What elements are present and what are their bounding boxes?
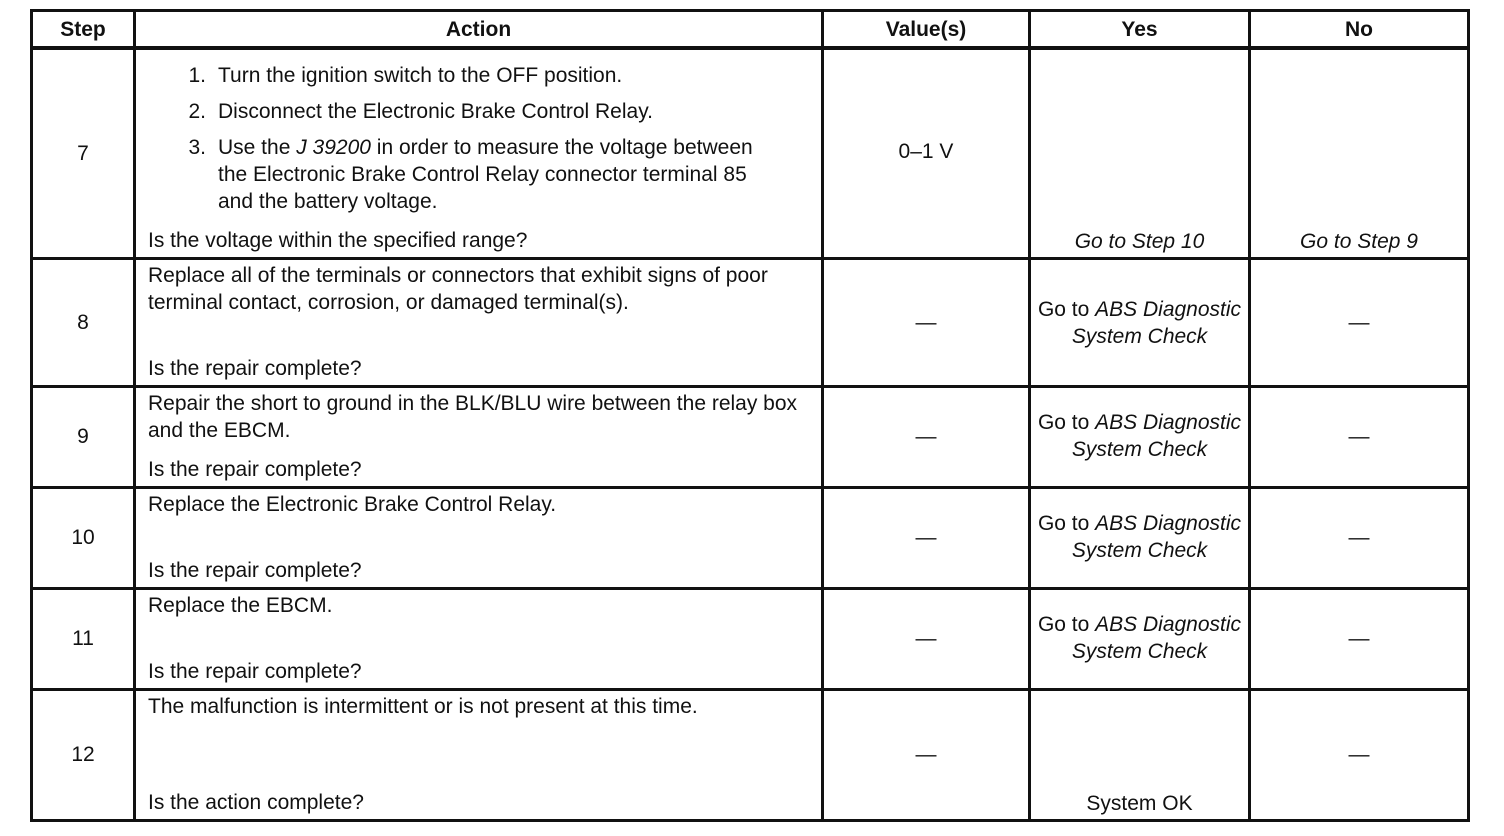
substep-number: 3. — [188, 136, 206, 159]
action-question: Is the repair complete? — [148, 659, 362, 683]
no-cell: — — [1250, 258, 1469, 386]
step-number: 10 — [32, 487, 135, 588]
table-row-step-9 — [32, 386, 1469, 487]
value-cell: — — [823, 258, 1030, 386]
yes-prefix: Go to — [1037, 612, 1096, 636]
header-step: Step — [32, 11, 135, 49]
action-cell — [135, 258, 823, 386]
yes-cell — [1030, 386, 1250, 487]
action-cell — [135, 487, 823, 588]
substep-item — [170, 134, 811, 215]
value-cell: — — [823, 487, 1030, 588]
action-question: Is the repair complete? — [148, 558, 362, 582]
no-cell: — — [1250, 386, 1469, 487]
step-number: 11 — [32, 588, 135, 689]
abs-check-reference: ABS Diagnostic System Check — [1071, 511, 1242, 562]
header-yes: Yes — [1030, 11, 1250, 49]
value-cell: 0–1 V — [823, 48, 1030, 258]
value-cell: — — [823, 588, 1030, 689]
abs-check-reference: ABS Diagnostic System Check — [1071, 298, 1242, 348]
action-cell — [135, 689, 823, 820]
action-cell — [135, 588, 823, 689]
table-row-step-10 — [32, 487, 1469, 588]
action-text: The malfunction is intermittent or is not present at this time. — [148, 694, 698, 718]
header-values: Value(s) — [823, 11, 1030, 49]
action-text: Replace the Electronic Brake Control Relay. — [148, 492, 557, 516]
step-number: 12 — [32, 689, 135, 820]
table-row-step-8 — [32, 258, 1469, 386]
yes-prefix: Go to — [1037, 298, 1096, 321]
table-row-step-11 — [32, 588, 1469, 689]
substep-item — [170, 62, 811, 89]
yes-cell — [1030, 487, 1250, 588]
action-question: Is the repair complete? — [148, 356, 362, 380]
step-number: 7 — [32, 48, 135, 258]
substep-item — [170, 98, 811, 125]
tool-reference: J 39200 — [296, 136, 371, 159]
substep-text-part: Use the — [218, 136, 297, 159]
substep-list — [148, 62, 811, 217]
yes-prefix: Go to — [1037, 410, 1096, 434]
table-row-step-12 — [32, 689, 1469, 820]
diagnostic-table — [30, 9, 1470, 822]
action-text: Replace the EBCM. — [148, 593, 333, 617]
substep-number: 2. — [188, 100, 206, 123]
yes-cell — [1030, 48, 1250, 258]
abs-check-reference: ABS Diagnostic System Check — [1071, 410, 1242, 461]
substep-text — [218, 134, 778, 215]
no-cell — [1250, 48, 1469, 258]
action-cell — [135, 48, 823, 258]
substep-text-part: in order to measure the voltage between the Electronic Brake Control Relay connector terminal 85 and the battery voltage. — [218, 136, 753, 213]
action-text: Repair the short to ground in the BLK/BLU wire between the relay box and the EBCM. — [148, 391, 798, 442]
abs-check-reference: ABS Diagnostic System Check — [1071, 612, 1242, 663]
header-no: No — [1250, 11, 1469, 49]
yes-prefix: Go to — [1037, 511, 1096, 535]
header-row — [32, 11, 1469, 49]
no-cell: — — [1250, 487, 1469, 588]
go-to-step-link: Go to Step 10 — [1074, 229, 1205, 253]
substep-number: 1. — [188, 64, 206, 87]
substep-text: Turn the ignition switch to the OFF position. — [218, 64, 623, 87]
no-cell: — — [1250, 588, 1469, 689]
step-number: 8 — [32, 258, 135, 386]
action-question: Is the repair complete? — [148, 457, 362, 481]
step-number: 9 — [32, 386, 135, 487]
yes-cell — [1030, 258, 1250, 386]
action-text: Replace all of the terminals or connectors that exhibit signs of poor terminal contact, corrosion, or damaged terminal(s). — [148, 263, 768, 314]
value-cell: — — [823, 386, 1030, 487]
yes-cell: System OK — [1030, 689, 1250, 820]
action-cell — [135, 386, 823, 487]
action-question: Is the action complete? — [148, 790, 364, 814]
go-to-step-link: Go to Step 9 — [1300, 229, 1418, 253]
substep-text: Disconnect the Electronic Brake Control Relay. — [218, 100, 653, 123]
action-question: Is the voltage within the specified range? — [148, 229, 528, 252]
table-row-step-7 — [32, 48, 1469, 258]
header-action: Action — [135, 11, 823, 49]
yes-cell — [1030, 588, 1250, 689]
no-cell: — — [1250, 689, 1469, 820]
value-cell: — — [823, 689, 1030, 820]
